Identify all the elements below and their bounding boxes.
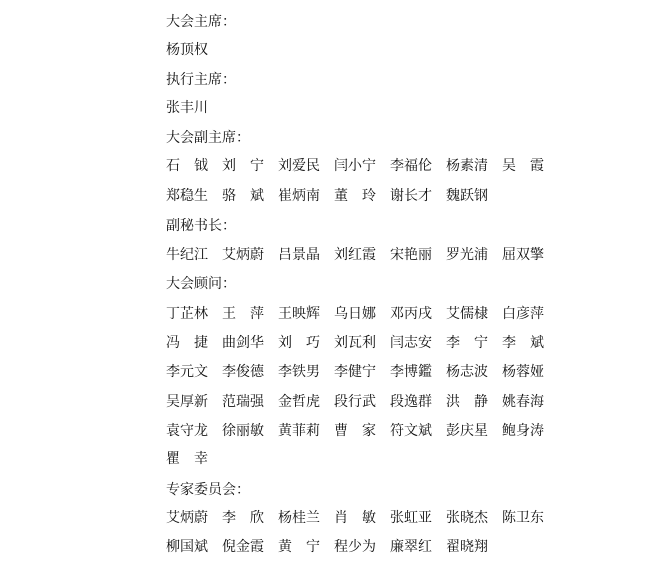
name-row <box>166 423 566 439</box>
person-name: 杨志波 <box>446 364 488 380</box>
person-name: 李健宁 <box>334 364 376 380</box>
person-name: 李 宁 <box>446 335 488 351</box>
name-row <box>166 510 566 526</box>
name-row <box>166 539 566 555</box>
person-name: 杨桂兰 <box>278 510 320 526</box>
person-name: 刘爱民 <box>278 158 320 174</box>
person-name: 翟晓翔 <box>446 539 488 555</box>
person-name: 陈卫东 <box>502 510 544 526</box>
name-row <box>166 188 566 204</box>
person-name: 郑稳生 <box>166 188 208 204</box>
section-heading: 专家委员会： <box>166 482 250 498</box>
person-name: 瞿 幸 <box>166 451 208 467</box>
person-name: 董 玲 <box>334 188 376 204</box>
person-name: 李博鑑 <box>390 364 432 380</box>
person-name: 徐丽敏 <box>222 423 264 439</box>
person-name: 张虹亚 <box>390 510 432 526</box>
person-name: 邓丙戌 <box>390 306 432 322</box>
person-name: 金哲虎 <box>278 394 320 410</box>
person-name: 李铁男 <box>278 364 320 380</box>
person-name: 刘 巧 <box>278 335 320 351</box>
person-name: 崔炳南 <box>278 188 320 204</box>
person-name: 曲剑华 <box>222 335 264 351</box>
person-name: 柳国斌 <box>166 539 208 555</box>
person-name: 段逸群 <box>390 394 432 410</box>
person-name: 杨素清 <box>446 158 488 174</box>
person-name: 倪金霞 <box>222 539 264 555</box>
person-name: 艾炳蔚 <box>222 247 264 263</box>
section-heading: 执行主席： <box>166 72 236 88</box>
name-row <box>166 451 566 467</box>
person-name: 杨顶权 <box>166 42 208 58</box>
person-name: 廉翠红 <box>390 539 432 555</box>
person-name: 吕景晶 <box>278 247 320 263</box>
person-name: 李福伦 <box>390 158 432 174</box>
person-name: 屈双擎 <box>502 247 544 263</box>
person-name: 洪 静 <box>446 394 488 410</box>
person-name: 符文斌 <box>390 423 432 439</box>
name-row <box>166 306 566 322</box>
person-name: 谢长才 <box>390 188 432 204</box>
person-name: 王映辉 <box>278 306 320 322</box>
person-name: 李 斌 <box>502 335 544 351</box>
person-name: 张晓杰 <box>446 510 488 526</box>
person-name: 宋艳丽 <box>390 247 432 263</box>
person-name: 骆 斌 <box>222 188 264 204</box>
person-name: 刘 宁 <box>222 158 264 174</box>
person-name: 冯 捷 <box>166 335 208 351</box>
person-name: 魏跃钢 <box>446 188 488 204</box>
person-name: 杨蓉娅 <box>502 364 544 380</box>
person-name: 黄菲莉 <box>278 423 320 439</box>
person-name: 闫小宁 <box>334 158 376 174</box>
person-name: 曹 家 <box>334 423 376 439</box>
person-name: 范瑞强 <box>222 394 264 410</box>
section-heading: 大会顾问： <box>166 276 236 292</box>
person-name: 吴 霞 <box>502 158 544 174</box>
person-name: 程少为 <box>334 539 376 555</box>
name-row <box>166 335 566 351</box>
person-name: 李俊德 <box>222 364 264 380</box>
person-name: 吴厚新 <box>166 394 208 410</box>
person-name: 刘瓦利 <box>334 335 376 351</box>
section-heading: 大会主席： <box>166 14 236 30</box>
name-row <box>166 394 566 410</box>
person-name: 闫志安 <box>390 335 432 351</box>
name-row <box>166 247 566 263</box>
person-name: 张丰川 <box>166 100 208 116</box>
person-name: 王 萍 <box>222 306 264 322</box>
person-name: 姚春海 <box>502 394 544 410</box>
person-name: 刘红霞 <box>334 247 376 263</box>
person-name: 乌日娜 <box>334 306 376 322</box>
section-heading: 副秘书长： <box>166 218 236 234</box>
person-name: 肖 敏 <box>334 510 376 526</box>
person-name: 艾儒棣 <box>446 306 488 322</box>
person-name: 丁芷林 <box>166 306 208 322</box>
person-name: 彭庆星 <box>446 423 488 439</box>
section-heading: 大会副主席： <box>166 130 250 146</box>
person-name: 白彦萍 <box>502 306 544 322</box>
person-name: 袁守龙 <box>166 423 208 439</box>
name-row <box>166 364 566 380</box>
person-name: 罗光浦 <box>446 247 488 263</box>
person-name: 段行武 <box>334 394 376 410</box>
person-name: 李元文 <box>166 364 208 380</box>
name-row <box>166 158 566 174</box>
person-name: 牛纪江 <box>166 247 208 263</box>
person-name: 鲍身涛 <box>502 423 544 439</box>
person-name: 艾炳蔚 <box>166 510 208 526</box>
person-name: 石 钺 <box>166 158 208 174</box>
person-name: 李 欣 <box>222 510 264 526</box>
person-name: 黄 宁 <box>278 539 320 555</box>
